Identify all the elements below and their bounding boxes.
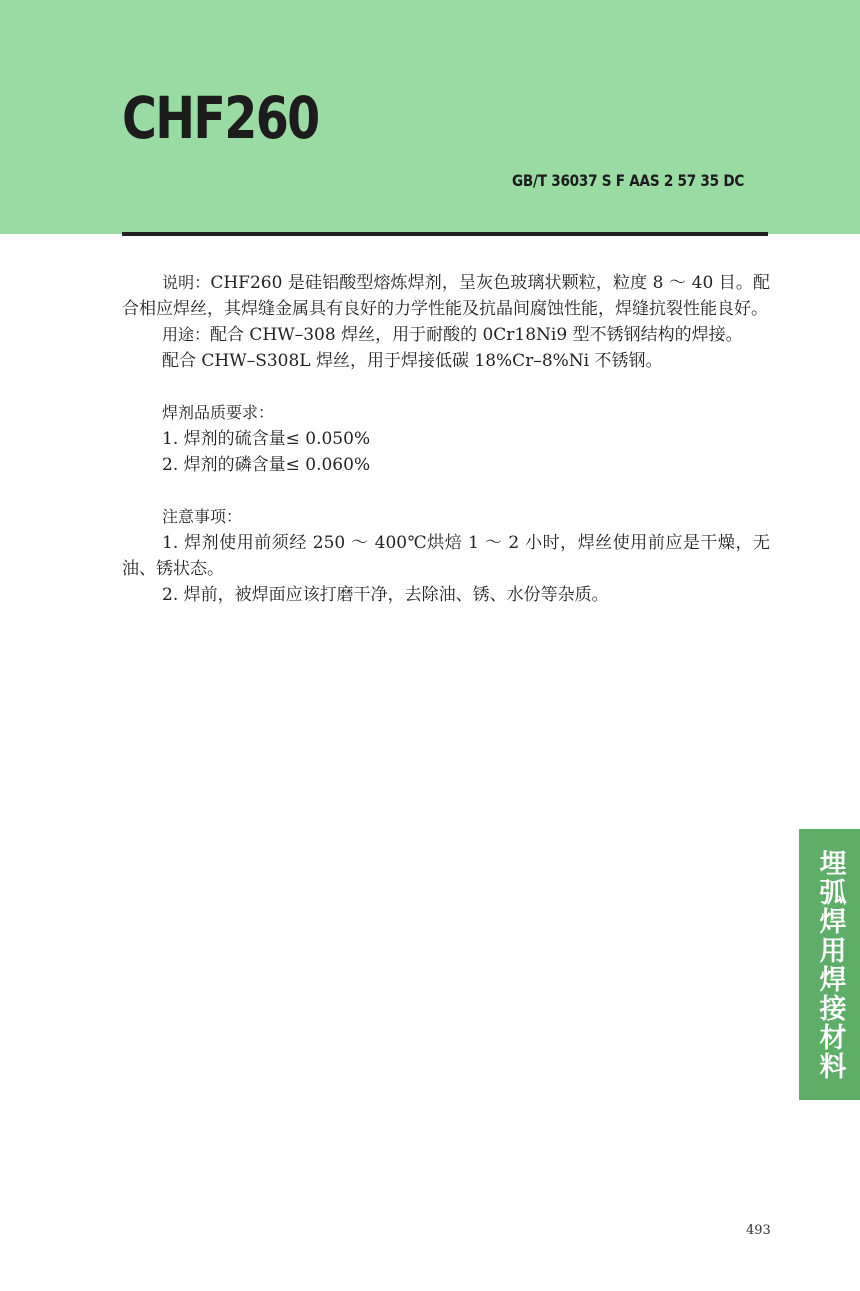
standard-code: GB/T 36037 S F AAS 2 57 35 DC: [512, 171, 745, 190]
usage-line-2: 配合 CHW–S308L 焊丝，用于焊接低碳 18%Cr–8%Ni 不锈钢。: [162, 351, 663, 371]
usage-label: 用途：: [162, 325, 211, 344]
product-title: CHF260: [122, 84, 319, 152]
notes-item: 2. 焊前，被焊面应该打磨干净，去除油、锈、水份等杂质。: [162, 585, 609, 605]
usage-line-1: 配合 CHW–308 焊丝，用于耐酸的 0Cr18Ni9 型不锈钢结构的焊接。: [210, 325, 743, 345]
page-number: 493: [746, 1223, 771, 1238]
usage-paragraph: [122, 322, 770, 348]
section-side-tab: [799, 829, 860, 1100]
side-tab-label: 埋弧焊用焊接材料: [814, 848, 846, 1081]
notes-item: 1. 焊剂使用前须经 250 ～ 400℃烘焙 1 ～ 2 小时，焊丝使用前应是干燥，无油、锈状态。: [122, 533, 770, 579]
quality-item: 1. 焊剂的硫含量≤ 0.050%: [162, 429, 371, 449]
notes-heading: 注意事项：: [162, 507, 243, 526]
description-text: CHF260 是硅铝酸型熔炼焊剂，呈灰色玻璃状颗粒，粒度 8 ～ 40 目。配合相应焊丝，其焊缝金属具有良好的力学性能及抗晶间腐蚀性能，焊缝抗裂性能良好。: [122, 273, 770, 319]
description-paragraph: [122, 270, 770, 322]
main-content: [122, 270, 770, 608]
header-band: [0, 0, 860, 234]
quality-heading: 焊剂品质要求：: [162, 403, 275, 422]
title-rule: [122, 232, 768, 236]
quality-item: 2. 焊剂的磷含量≤ 0.060%: [162, 455, 371, 475]
description-label: 说明：: [162, 273, 211, 292]
spacer: [122, 478, 770, 504]
spacer: [122, 374, 770, 400]
